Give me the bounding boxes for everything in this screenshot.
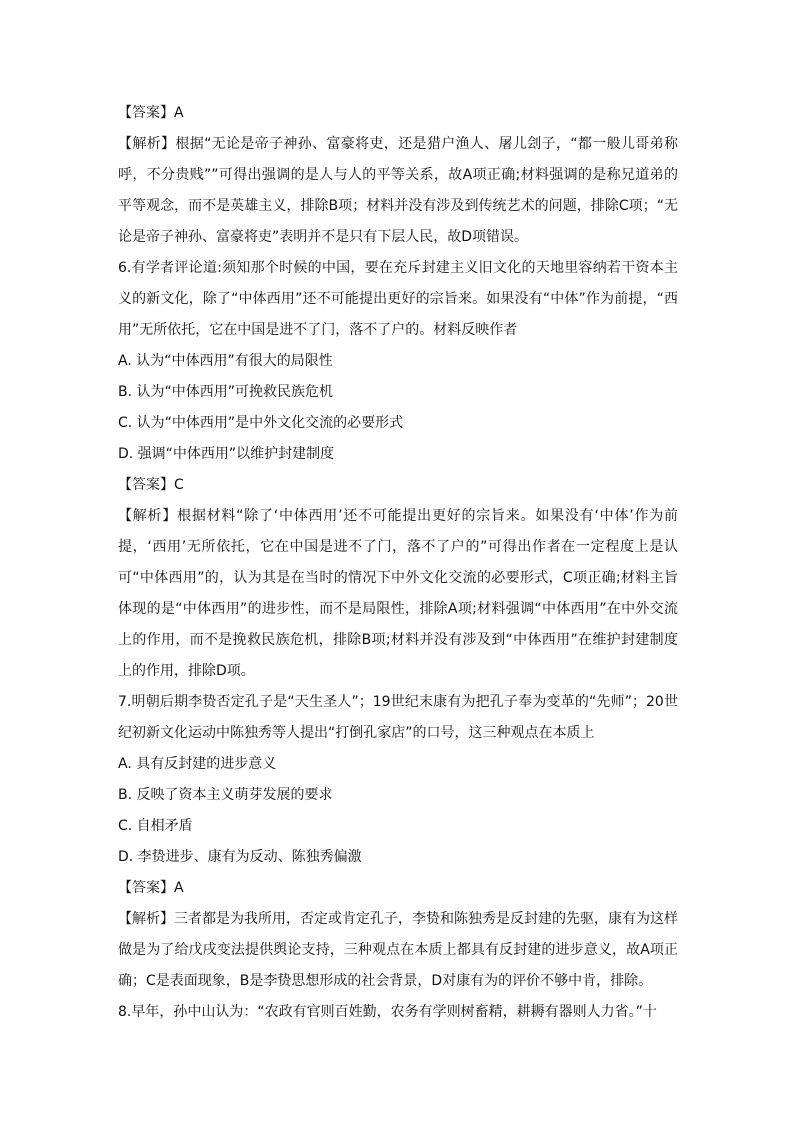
question-6-stem: 6.有学者评论道:须知那个时候的中国，要在充斥封建主义旧文化的天地里容纳若干资本主义的新文化，除了“中体西用”还不可能提出更好的宗旨来。如果没有“中体”作为前提，“西用”无所依托，它在中国是进不了门，落不了户的。材料反映作者 [118, 260, 678, 338]
analysis-tag: 【解析】 [118, 911, 174, 927]
answer-tag: 【答案】 [118, 477, 174, 493]
analysis-paragraph-block1 [118, 129, 678, 253]
answer-value: A [174, 880, 184, 896]
question-7-option-b: B. 反映了资本主义萌芽发展的要求 [118, 787, 333, 803]
answer-line-q7 [118, 873, 678, 904]
answer-value: A [174, 105, 184, 121]
question-6-option-d: D. 强调“中体西用”以维护封建制度 [118, 446, 335, 462]
question-6-option-c: C. 认为“中体西用”是中外文化交流的必要形式 [118, 415, 404, 431]
question-8-stem: 8.早年，孙中山认为：“农政有官则百姓勤，农务有学则树畜精，耕耨有器则人力省。”十 [118, 1004, 657, 1020]
question-6-option-a: A. 认为“中体西用”有很大的局限性 [118, 353, 333, 369]
answer-line-q6 [118, 470, 678, 501]
analysis-paragraph-q6 [118, 501, 678, 687]
analysis-text: 三者都是为我所用，否定或肯定孔子，李贽和陈独秀是反封建的先驱，康有为这样做是为了给戊戌变法提供舆论支持，三种观点在本质上都具有反封建的进步意义，故A项正确；C是表面现象，B是李贽思想形成的社会背景，D对康有为的评价不够中肯，排除。 [118, 911, 678, 989]
answer-value: C [174, 477, 184, 493]
analysis-tag: 【解析】 [118, 508, 178, 524]
analysis-text: 根据“无论是帝子神孙、富豪将吏，还是猎户渔人、屠儿刽子，“都一般儿哥弟称呼，不分贵贱””可得出强调的是人与人的平等关系，故A项正确;材料强调的是称兄道弟的平等观念，而不是英雄主义，排除B项；材料并没有涉及到传统艺术的问题，排除C项；“无论是帝子神孙、富豪将吏”表明并不是只有下层人民，故D项错误。 [118, 136, 678, 245]
answer-tag: 【答案】 [118, 880, 174, 896]
question-7-option-c: C. 自相矛盾 [118, 818, 193, 834]
question-6-option-b: B. 认为“中体西用”可挽救民族危机 [118, 384, 334, 400]
analysis-text: 根据材料“除了‘中体西用’还不可能提出更好的宗旨来。如果没有‘中体’作为前提，‘西用’无所依托，它在中国是进不了门，落不了户的”可得出作者在一定程度上是认可“中体西用”的，认为其是在当时的情况下中外文化交流的必要形式，C项正确;材料主旨体现的是“中体西用”的进步性，而不是局限性，排除A项;材料强调“中体西用”在中外交流上的作用，而不是挽救民族危机，排除B项;材料并没有涉及到“中体西用”在维护封建制度上的作用，排除D项。 [118, 508, 678, 679]
document-page [118, 98, 678, 1028]
answer-line-block1 [118, 98, 678, 129]
question-7-option-d: D. 李贽进步、康有为反动、陈独秀偏激 [118, 849, 362, 865]
question-7-stem: 7.明朝后期李贽否定孔子是“天生圣人”；19世纪末康有为把孔子奉为变革的“先师”；20世纪初新文化运动中陈独秀等人提出“打倒孔家店”的口号，这三种观点在本质上 [118, 694, 678, 741]
analysis-paragraph-q7 [118, 904, 678, 997]
question-7-option-a: A. 具有反封建的进步意义 [118, 756, 277, 772]
answer-tag: 【答案】 [118, 105, 174, 121]
analysis-tag: 【解析】 [118, 136, 176, 152]
